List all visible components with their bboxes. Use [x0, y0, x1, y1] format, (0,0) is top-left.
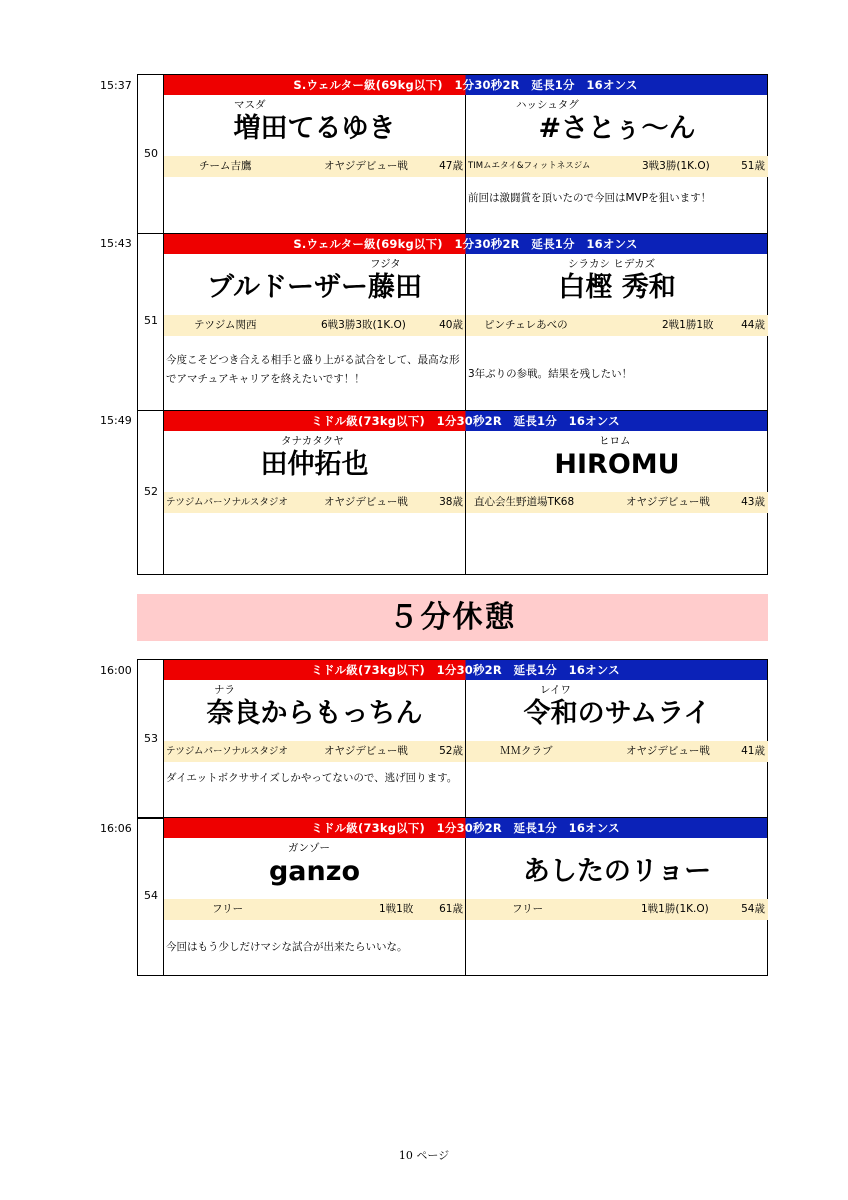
blue-age: 51歳 — [741, 160, 765, 172]
blue-corner — [466, 838, 768, 975]
blue-age: 54歳 — [741, 903, 765, 915]
blue-kana: ハッシュタグ — [516, 99, 579, 111]
red-comment: 今度こそどつき合える相手と盛り上がる試合をして、最高な形でアマチュアキャリアを終えたいです！！ — [166, 354, 460, 385]
blue-kana: レイワ — [540, 684, 571, 696]
red-info-row — [164, 741, 465, 762]
blue-age: 44歳 — [741, 319, 765, 331]
blue-fighter-name: あしたのリョー — [522, 856, 712, 887]
blue-info-row — [466, 899, 768, 920]
bout-number: 50 — [144, 147, 158, 160]
bout-header-text: ミドル級(73kg以下) 1分30秒2R 延長1分 16オンス — [311, 414, 620, 428]
blue-age: 43歳 — [741, 496, 765, 508]
red-record: 1戦1敗 — [379, 903, 414, 915]
blue-info-row — [466, 315, 768, 336]
bout-time: 15:49 — [100, 414, 132, 427]
bout-card-54 — [137, 817, 768, 976]
red-age: 38歳 — [439, 496, 463, 508]
red-age: 40歳 — [439, 319, 463, 331]
bout-number-column — [138, 818, 164, 975]
bout-card-51 — [137, 233, 768, 411]
blue-info-row — [466, 156, 768, 177]
bout-time: 15:37 — [100, 79, 132, 92]
bout-number: 54 — [144, 889, 158, 902]
blue-record: 1戦1勝(1K.O) — [641, 903, 709, 915]
red-age: 61歳 — [439, 903, 463, 915]
bout-number-column — [138, 75, 164, 233]
bout-header-text: S.ウェルター級(69kg以下) 1分30秒2R 延長1分 16オンス — [293, 78, 638, 92]
red-info-row — [164, 156, 465, 177]
bout-header — [164, 75, 767, 95]
red-fighter-name: 奈良からもっちん — [206, 698, 423, 729]
red-info-row — [164, 492, 465, 513]
break-banner: ５分休憩 — [137, 594, 768, 641]
blue-record: 3戦3勝(1K.O) — [642, 160, 710, 172]
red-gym: テツジムパーソナルスタジオ — [166, 746, 288, 757]
blue-kana: シラカシ ヒデカズ — [568, 258, 656, 270]
bout-header-text: ミドル級(73kg以下) 1分30秒2R 延長1分 16オンス — [311, 663, 620, 677]
bout-number-column — [138, 234, 164, 410]
blue-gym: フリー — [512, 903, 544, 915]
bout-header — [164, 411, 767, 431]
red-fighter-name: ganzo — [268, 856, 361, 887]
blue-age: 41歳 — [741, 745, 765, 757]
red-corner — [164, 838, 465, 975]
red-comment: ダイエットボクササイズしかやってないので、逃げ回ります。 — [166, 772, 458, 784]
red-record: 6戦3勝3敗(1K.O) — [321, 319, 406, 331]
red-gym: フリー — [212, 903, 244, 915]
red-gym: テツジム関西 — [194, 319, 257, 331]
bout-card-53 — [137, 659, 768, 819]
red-age: 52歳 — [439, 745, 463, 757]
red-corner — [164, 254, 465, 410]
red-record: オヤジデビュー戦 — [324, 160, 408, 172]
blue-corner — [466, 254, 768, 410]
blue-record: 2戦1勝1敗 — [662, 319, 714, 331]
blue-gym: ＭＭクラブ — [500, 745, 553, 757]
red-fighter-name: ブルドーザー藤田 — [207, 272, 422, 303]
blue-record: オヤジデビュー戦 — [626, 496, 710, 508]
blue-comment: 3年ぶりの参戦。結果を残したい！ — [468, 368, 633, 380]
red-kana: マスダ — [234, 99, 266, 111]
red-record: オヤジデビュー戦 — [324, 496, 408, 508]
red-kana: フジタ — [370, 258, 401, 270]
blue-corner — [466, 95, 768, 233]
red-info-row — [164, 315, 465, 336]
blue-corner — [466, 680, 768, 818]
red-record: オヤジデビュー戦 — [324, 745, 408, 757]
bout-time: 16:06 — [100, 822, 132, 835]
blue-info-row — [466, 492, 768, 513]
bout-number-column — [138, 660, 164, 818]
bout-time: 15:43 — [100, 237, 132, 250]
bout-header-text: ミドル級(73kg以下) 1分30秒2R 延長1分 16オンス — [311, 821, 620, 835]
red-info-row — [164, 899, 465, 920]
red-kana: タナカタクヤ — [281, 435, 344, 447]
page-number: 10 ページ — [398, 1149, 450, 1162]
bout-header-text: S.ウェルター級(69kg以下) 1分30秒2R 延長1分 16オンス — [293, 237, 638, 251]
blue-fighter-name: 白樫 秀和 — [558, 272, 676, 303]
bout-number: 53 — [144, 732, 158, 745]
blue-corner — [466, 431, 768, 574]
red-corner — [164, 95, 465, 233]
red-gym: チーム吉鷹 — [199, 160, 252, 172]
red-kana: ガンゾー — [288, 842, 330, 854]
blue-fighter-name: HIROMU — [554, 449, 680, 480]
bout-number-column — [138, 411, 164, 574]
blue-gym: 直心会生野道場TK68 — [474, 496, 575, 508]
bout-number: 52 — [144, 485, 158, 498]
red-age: 47歳 — [439, 160, 463, 172]
blue-info-row — [466, 741, 768, 762]
red-fighter-name: 田仲拓也 — [260, 449, 369, 480]
red-corner — [164, 680, 465, 818]
bout-header — [164, 234, 767, 254]
red-fighter-name: 増田てるゆき — [233, 113, 396, 144]
blue-fighter-name: #さとぅ～ん — [538, 113, 696, 144]
blue-kana: ヒロム — [599, 435, 631, 447]
bout-card-50 — [137, 74, 768, 234]
bout-header — [164, 660, 767, 680]
bout-time: 16:00 — [100, 664, 132, 677]
red-corner — [164, 431, 465, 574]
blue-record: オヤジデビュー戦 — [626, 745, 710, 757]
red-kana: ナラ — [214, 684, 235, 696]
red-gym: テツジムパーソナルスタジオ — [166, 497, 288, 508]
bout-number: 51 — [144, 314, 158, 327]
blue-comment: 前回は激闘賞を頂いたので今回はMVPを狙います！ — [468, 192, 712, 204]
bout-card-52 — [137, 410, 768, 575]
blue-fighter-name: 令和のサムライ — [523, 698, 711, 729]
blue-gym: ピンチェレあべの — [484, 319, 568, 331]
red-comment: 今回はもう少しだけマシな試合が出来たらいいな。 — [166, 941, 408, 953]
blue-gym: TIMムエタイ&フィットネスジム — [468, 161, 591, 171]
bout-header — [164, 818, 767, 838]
